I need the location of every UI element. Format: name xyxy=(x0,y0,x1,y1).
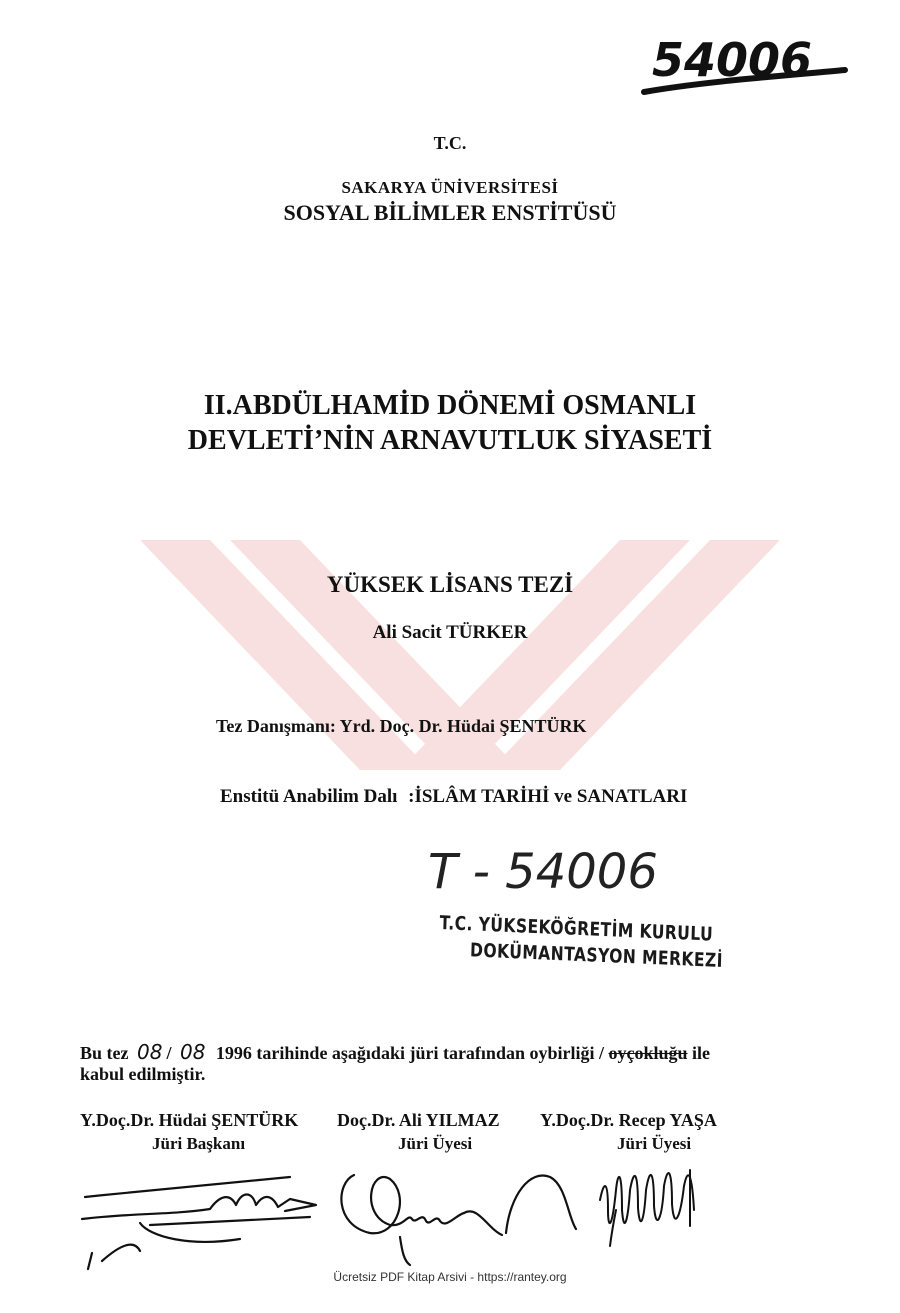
approval-day: 08 xyxy=(137,1040,163,1064)
country-abbrev: T.C. xyxy=(433,133,467,153)
stamp-line1: T.C. YÜKSEKÖĞRETİM KURULU xyxy=(439,912,714,946)
jury-name-3: Y.Doç.Dr. Recep YAŞA xyxy=(540,1110,717,1130)
approval-month: 08 xyxy=(179,1040,206,1064)
svg-text:54006: 54006 xyxy=(652,33,813,87)
university-name: SAKARYA ÜNİVERSİTESİ xyxy=(341,178,559,197)
archive-number-handwritten xyxy=(640,18,860,102)
jury-name-1: Y.Doç.Dr. Hüdai ŞENTÜRK xyxy=(80,1110,299,1130)
approval-suffix: ile xyxy=(692,1043,710,1063)
approval-line2: kabul edilmiştir. xyxy=(80,1064,206,1084)
signature-2 xyxy=(330,1155,580,1270)
jury-role-2: Jüri Üyesi xyxy=(398,1134,473,1153)
author-name: Ali Sacit TÜRKER xyxy=(372,622,528,643)
department-value: :İSLÂM TARİHİ ve SANATLARI xyxy=(408,786,688,807)
approval-prefix: Bu tez xyxy=(80,1043,129,1063)
jury-name-2: Doç.Dr. Ali YILMAZ xyxy=(337,1110,500,1130)
degree-type: YÜKSEK LİSANS TEZİ xyxy=(326,572,574,597)
svg-text:T - 54006: T - 54006 xyxy=(428,844,658,900)
handwritten-reference xyxy=(420,830,680,910)
signature-3 xyxy=(590,1150,710,1250)
thesis-title-line1: II.ABDÜLHAMİD DÖNEMİ OSMANLI xyxy=(203,390,697,421)
footer-note: Ücretsiz PDF Kitap Arsivi - https://rantey.org xyxy=(333,1270,567,1284)
thesis-title-line2: DEVLETİ’NİN ARNAVUTLUK SİYASETİ xyxy=(187,425,713,456)
jury-role-3: Jüri Üyesi xyxy=(617,1134,692,1153)
jury-role-1: Jüri Başkanı xyxy=(152,1134,246,1153)
stamp-line2: DOKÜMANTASYON MERKEZİ xyxy=(469,939,724,973)
advisor-line: Tez Danışmanı: Yrd. Doç. Dr. Hüdai ŞENTÜRK xyxy=(216,716,587,736)
signature-1 xyxy=(80,1165,330,1275)
documentation-stamp xyxy=(439,912,724,972)
institute-name: SOSYAL BİLİMLER ENSTİTÜSÜ xyxy=(283,200,617,225)
department-label: Enstitü Anabilim Dalı xyxy=(220,786,398,807)
approval-middle: 1996 tarihinde aşağıdaki jüri tarafından oybirliği / xyxy=(215,1043,604,1063)
approval-sentence: Bu tez 08 / 08 1996 tarihinde aşağıdaki jüri tarafından oybirliği / oyçokluğu ile xyxy=(80,1040,710,1064)
department-line xyxy=(220,786,687,808)
approval-struck: oyçokluğu xyxy=(608,1043,688,1063)
